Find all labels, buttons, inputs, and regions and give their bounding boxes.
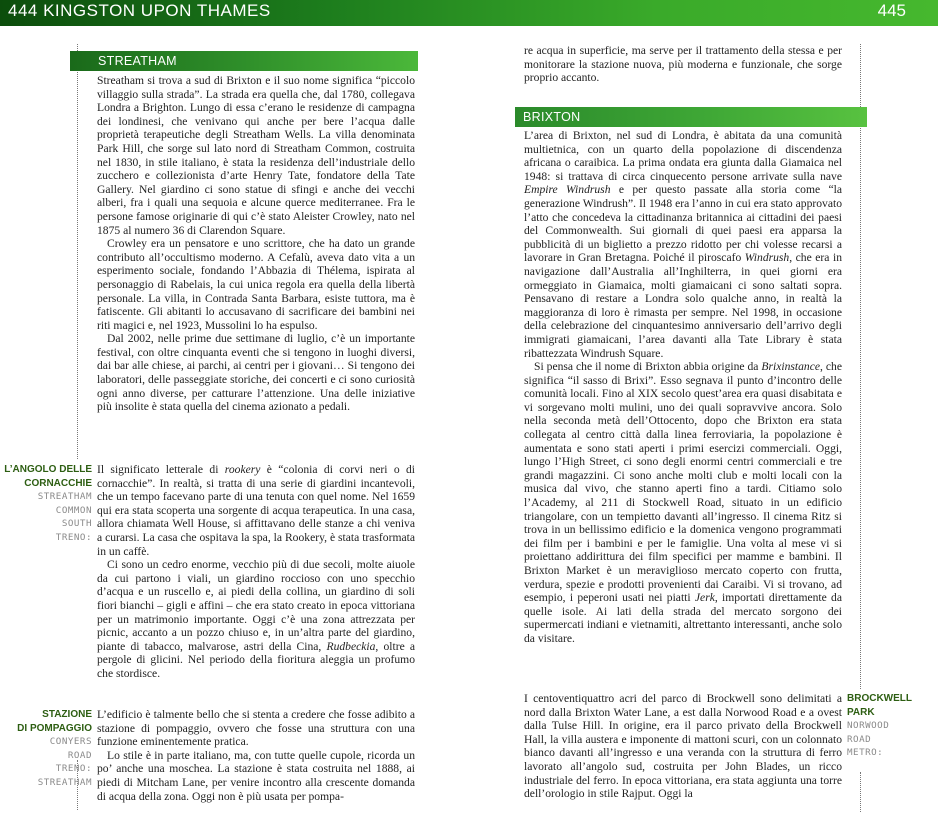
- paragraph: L’area di Brixton, nel sud di Londra, è abitata da una comunità multietnica, con un quarto della popolazione di discendenza africana o caraibica. La prima ondata era giunta dalla Giamaica nel 1948: si trattava di circa cinquecento persone arrivate sulla nave Empire Windrush e per questo passate alla storia come “la generazione Windrush”. Il 1948 era l’anno in cui era stato approvato l’atto che concedeva la cittadinanza britannica ai cittadini dei paesi del Commonwealth. Sui giornali di quei paesi era apparsa la pubblicità di un biglietto a prezzo ridotto per chi volesse recarsi a lavorare in Gran Bretagna. Poiché il piroscafo Windrush, che era in navigazione dall’Australia all’Inghilterra, in quei giorni era ormeggiato in Giamaica, molti giamaicani ci sono saltati sopra. Pensavano di restare a Londra solo qualche anno, in realtà la maggioranza di loro è rimasta per sempre. Nel 1998, in occasione della celebrazione del cinquantesimo anniversario dell’arrivo degli immigrati giamaicani, l’area davanti alla Tate Library è stata ribattezzata Windrush Square.: [524, 129, 842, 360]
- address-line: SOUTH: [61, 518, 92, 530]
- address-line: CONYERS: [49, 736, 92, 748]
- paragraph: L’edificio è talmente bello che si stenta a credere che fosse adibito a stazione di pompaggio, ovvero che fosse una struttura con una funzione eminentemente pratica.: [97, 708, 415, 749]
- running-header: [0, 0, 938, 26]
- continuation-text: [524, 44, 842, 85]
- paragraph: Il significato letterale di rookery è “colonia di corvi neri o di cornacchie”. In realtà, si tratta di una serie di giardini incantevoli, che un tempo facevano parte di una tenuta con quel nome. Nel 1659 qui era stata scoperta una sorgente di acqua terapeutica. In una casa, allora chiamata Well House, si affittavano delle stanze a chi veniva a curarsi. La casa che ospitava la spa, la Rookery, è stata trasformata in un caffè.: [97, 463, 415, 558]
- section-title-text: STREATHAM: [98, 54, 177, 68]
- angolo-text: [97, 463, 415, 681]
- place-heading: CORNACCHIE: [24, 477, 92, 489]
- section-title-streatham: [70, 51, 418, 71]
- stazione-text: [97, 708, 415, 803]
- address-line: METRO:: [847, 747, 884, 759]
- brockwell-text: [524, 692, 842, 801]
- paragraph: re acqua in superficie, ma serve per il trattamento della stessa e per monitorare la stazione nuova, più moderna e funzionale, che sorge proprio accanto.: [524, 44, 842, 85]
- place-heading: L’ANGOLO DELLE: [4, 464, 92, 475]
- streatham-text: [97, 74, 415, 414]
- dotted-rule-right: [860, 44, 861, 689]
- address-line: STREATHAM: [37, 491, 92, 503]
- address-line: TRENO:: [55, 763, 92, 775]
- paragraph: I centoventiquattro acri del parco di Brockwell sono delimitati a nord dalla Brixton Water Lane, a est dalla Norwood Road e a ovest dalla Tulse Hill. In origine, era il parco privato della Brockwell Hall, la villa austera e imponente di mattoni scuri, con un colonnato bianco davanti all’ingresso e una veranda con la struttura di ferro lavorato all’angolo sud, costruita per John Blades, un ricco industriale del ferro. In epoca vittoriana, era stata aggiunta una torre dell’orologio in stile Rajput. Oggi la: [524, 692, 842, 801]
- paragraph: Lo stile è in parte italiano, ma, con tutte quelle cupole, ricorda un po’ anche una moschea. La stazione è stata costruita nel 1888, ai piedi di Mitcham Lane, per venire incontro alla crescente domanda di acqua della zona. Oggi non è più usata per pompa-: [97, 748, 415, 803]
- dotted-rule-right-2: [860, 772, 861, 812]
- place-heading: BROCKWELL: [847, 693, 912, 704]
- address-line: COMMON: [55, 504, 92, 516]
- address-line: TRENO:: [55, 531, 92, 543]
- header-left: 444 KINGSTON UPON THAMES: [8, 1, 271, 20]
- paragraph: Ci sono un cedro enorme, vecchio più di due secoli, molte aiuole da cui partono i viali, un giardino roccioso con uno specchio d’acqua e un ruscello e, ai piedi della collina, un giardino di soli fiori bianchi – gigli e affini – che era stato creato in epoca vittoriana per un matrimonio importante. Oggi c’è una zona attrezzata per picnic, accanto a un pozzo chiuso e, in un’altra parte del giardino, piante di tabacco, malvarose, astri della Cina, Rudbeckia, oltre a pergole di glicini. Nel periodo della fioritura aleggia un profumo che stordisce.: [97, 558, 415, 680]
- paragraph: Si pensa che il nome di Brixton abbia origine da Brixinstance, che significa “il sasso di Brixi”. Esso segnava il punto d’incontro delle comunità locali. Fino al XIX secolo quest’area era quasi disabitata e vi sorgevano molti mulini, uno dei quali sopravvive ancora. Solo nella seconda metà dell’Ottocento, dopo che Brixton era stata collegata al centro città dalla linea ferroviaria, la popolazione è aumentata e sono stati aperti i primi esercizi commerciali. Oggi, lungo l’High Street, ci sono degli enormi centri commerciali e tre grandi magazzini. Ci sono anche molti club e molti locali con la musica dal vivo, che stanno aperti fino a tardi. Citiamo solo l’Academy, al 211 di Stockwell Road, situato in un edificio triangolare, con un tempietto davanti all’ingresso. Il cinema Ritz si trova in un bellissimo edificio e la domenica vengono programmati dei film per i bambini e per le famiglie. Una volta al mese vi si proiettano addirittura dei film specifici per mamme e bambini. Il Brixton Market è un meraviglioso mercato coperto con frutta, verdura, spezie e prodotti provenienti dai Caraibi. Vi si trovano, ad esempio, i peperoni usati nei piatti Jerk, importati direttamente da quelle isole. Ai lati della strada del mercato sorgono dei supermercati indiani e vietnamiti, altrettanto interessanti, anche solo da visitare.: [524, 360, 842, 645]
- address-line: STREATHAM: [37, 776, 92, 788]
- sidebar-angolo: [4, 463, 92, 545]
- section-title-text: BRIXTON: [523, 110, 581, 124]
- section-title-brixton: [515, 107, 867, 127]
- paragraph: Dal 2002, nelle prime due settimane di luglio, c’è un importante festival, con oltre cinquanta eventi che si tengono in luoghi diversi, dai bar alle chiese, ai parchi, ai centri per i giovani… Si tengono dei laboratori, delle passeggiate storiche, dei concerti e ci sono curiosità ogni anno diverse, per catturare l’attenzione. Una delle iniziative più insolite è stata quella del cinema azionato a pedali.: [97, 332, 415, 414]
- paragraph: Crowley era un pensatore e uno scrittore, che ha dato un grande contributo all’occultismo moderno. A Cefalù, aveva dato vita a un esperimento sociale, fondando l’Abbazia di Thélema, ispirata al personaggio di Rabelais, la cui unica regola era quella della libertà personale. La villa, in Contrada Santa Barbara, esiste tuttora, ma è fatiscente. Gli abitanti lo accusavano di sacrificare dei bambini nei riti magici e, nel 1923, Mussolini lo ha espulso.: [97, 237, 415, 332]
- brixton-text: [524, 129, 842, 646]
- dotted-rule-left: [77, 44, 78, 459]
- sidebar-brockwell: [847, 692, 935, 760]
- paragraph: Streatham si trova a sud di Brixton e il suo nome significa “piccolo villaggio sulla strada”. La strada era quella che, dal 1780, collegava Londra a Brighton. Lungo di essa c’erano le residenze di campagna dei londinesi, che venivano qui anche per bere l’acqua dalle proprietà terapeutiche degli Streatham Wells. La villa denominata Park Hill, che sorge sul lato nord di Streatham Common, costruita nel 1830, in stile italiano, è stata la residenza dell’industriale dello zucchero e collezionista d’arte Henry Tate, fondatore della Tate Gallery. Nel giardino ci sono statue di sfingi e anche dei vecchi alberi, fra i quali una sequoia e alcune querce mediterranee. Fra le persone famose originarie di qui c’è stato Aleister Crowley, nato nel 1875 al numero 36 di Clarendon Square.: [97, 74, 415, 237]
- page-number-right: 445: [877, 1, 906, 20]
- place-heading: DI POMPAGGIO: [17, 722, 92, 734]
- sidebar-stazione: [4, 708, 92, 790]
- address-line: NORWOOD: [847, 720, 890, 732]
- address-line: ROAD: [847, 733, 872, 745]
- place-heading: PARK: [847, 706, 875, 718]
- place-heading: STAZIONE: [42, 709, 92, 720]
- address-line: ROAD: [67, 749, 92, 761]
